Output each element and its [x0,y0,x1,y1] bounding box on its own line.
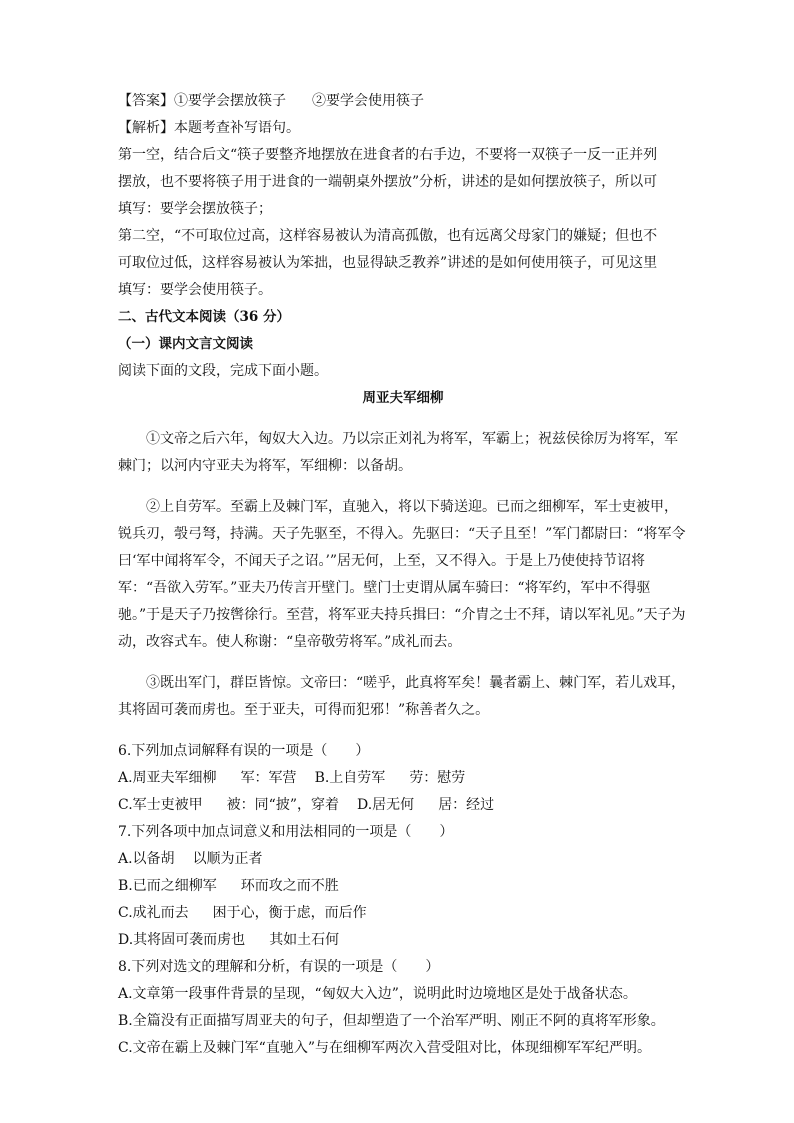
q6-option-d: D.居无何 [357,797,415,813]
analysis-label: 【解析】 [118,120,174,136]
q7-option-d: D.其将固可袭而虏也 [118,932,246,948]
explanation-line: 填写：要学会摆放筷子； [118,201,272,217]
document-page [118,88,688,1062]
explanation-line: 填写：要学会使用筷子。 [118,282,272,298]
analysis-text: 本题考查补写语句。 [174,120,300,136]
q6-option-b: B.上自劳军 [314,770,386,786]
q7-option-a-line [118,846,688,873]
answer-item-2: ②要学会使用筷子 [312,93,424,109]
explanation-line: 可取位过低，这样容易被认为笨拙，也显得缺乏教养”讲述的是如何使用筷子，可见这里 [118,255,658,271]
q7-option-c: C.成礼而去 [118,905,189,921]
question-6-options-ab [118,765,688,792]
q7-option-b: B.已而之细柳军 [118,878,217,894]
section-title: 二、古代文本阅读（36 分） [118,309,290,325]
q7-option-a: A.以备胡 [118,851,175,867]
passage-paragraph-1: ①文帝之后六年，匈奴大入边。乃以宗正刘礼为将军，军霸上；祝兹侯徐厉为将军，军棘门；以河内守亚夫为将军，军细柳：以备胡。 [118,431,678,474]
q6-option-c: C.军士吏被甲 [118,797,203,813]
analysis-line [118,115,688,142]
answer-item-1: ①要学会摆放筷子 [174,93,286,109]
q7-option-d-line [118,927,688,954]
q7-option-c-line [118,900,688,927]
q7-option-c-compare: 困于心，衡于虑，而后作 [212,905,367,921]
explanation-line: 第一空，结合后文“筷子要整齐地摆放在进食者的右手边，不要将一双筷子一反一正并列 [118,147,658,163]
question-7-stem: 7.下列各项中加点词意义和用法相同的一项是（ ） [118,824,454,840]
q6-option-a-gloss: 军：军营 [240,770,297,786]
answer-line [118,88,688,115]
q8-option-a: A.文章第一段事件背景的呈现，“匈奴大入边”，说明此时边境地区是处于战备状态。 [118,986,637,1002]
q6-option-a: A.周亚夫军细柳 [118,770,217,786]
answer-label: 【答案】 [118,93,174,109]
explanation-line: 摆放，也不要将筷子用于进食的一端朝桌外摆放”分析，讲述的是如何摆放筷子，所以可 [118,174,658,190]
question-8-stem: 8.下列对选文的理解和分析，有误的一项是（ ） [118,959,440,975]
q8-option-b: B.全篇没有正面描写周亚夫的句子，但却塑造了一个治军严明、刚正不阿的真将军形象。 [118,1013,665,1029]
q7-option-d-compare: 其如土石何 [269,932,340,948]
q6-option-c-gloss: 被：同“披”，穿着 [226,797,339,813]
passage-paragraph-2: ②上自劳军。至霸上及棘门军，直驰入，将以下骑送迎。已而之细柳军，军士吏被甲，锐兵刃，彀弓弩，持满。天子先驱至，不得入。先驱曰：“天子且至！”军门都尉曰：“将军令曰‘军中闻将军令，不闻天子之诏。’”居无何，上至，又不得入。于是上乃使使持节诏将军：“吾欲入劳军。”亚夫乃传言开壁门。壁门士吏谓从属车骑曰：“将军约，军中不得驱驰。”于是天子乃按辔徐行。至营，将军亚夫持兵揖曰：“介胄之士不拜，请以军礼见。”天子为动，改容式车。使人称谢：“皇帝敬劳将军。”成礼而去。 [118,499,686,650]
passage-title: 周亚夫军细柳 [362,390,444,406]
q7-option-b-line [118,873,688,900]
q6-option-d-gloss: 居：经过 [438,797,495,813]
q7-option-b-compare: 环而攻之而不胜 [240,878,339,894]
question-6-options-cd [118,792,688,819]
q6-option-b-gloss: 劳：慰劳 [409,770,466,786]
explanation-line: 第二空，“不可取位过高，这样容易被认为清高孤傲，也有远离父母家门的嫌疑；但也不 [118,228,658,244]
question-6-stem: 6.下列加点词解释有误的一项是（ ） [118,743,370,759]
instruction-text: 阅读下面的文段，完成下面小题。 [118,363,328,379]
subsection-title: （一）课内文言文阅读 [118,336,253,352]
passage-paragraph-3: ③既出军门，群臣皆惊。文帝曰：“嗟乎，此真将军矣！曩者霸上、棘门军，若儿戏耳，其将固可袭而虏也。至于亚夫，可得而犯邪！”称善者久之。 [118,675,686,718]
q8-option-c: C.文帝在霸上及棘门军“直驰入”与在细柳军两次入营受阻对比，体现细柳军军纪严明。 [118,1040,651,1056]
q7-option-a-compare: 以顺为正者 [192,851,263,867]
